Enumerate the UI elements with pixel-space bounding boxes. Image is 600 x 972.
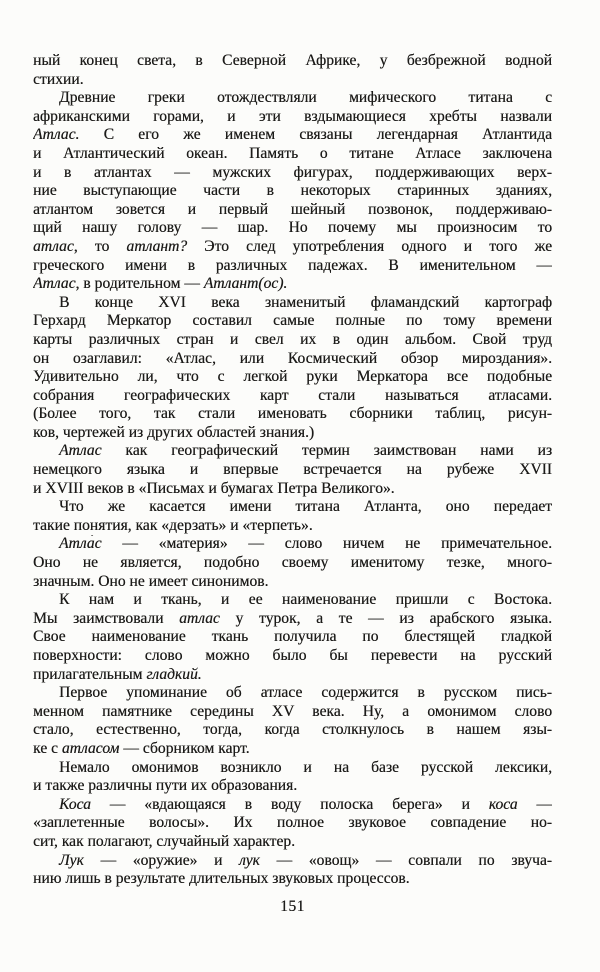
text-line bbox=[33, 257, 552, 276]
text-run: Свое наименование ткань получила по блестящей гладкой bbox=[33, 628, 552, 646]
page-text bbox=[33, 52, 552, 889]
italic-text-run: лук bbox=[239, 851, 260, 869]
text-run: значным. Оно не имеет синонимов. bbox=[33, 572, 269, 590]
paragraph bbox=[33, 852, 552, 889]
italic-text-run: Атлас. bbox=[33, 126, 80, 144]
text-line bbox=[33, 182, 552, 201]
text-run: «заплетенные волосы». Их полное звуковое совпадение но- bbox=[33, 814, 552, 832]
text-run: В конце XVI века знаменитый фламандский картограф bbox=[59, 293, 552, 311]
italic-text-run: Атлант(ос). bbox=[203, 275, 288, 293]
text-run: Удивительно ли, что с легкой руки Меркатора все подобные bbox=[33, 368, 552, 386]
text-line bbox=[33, 777, 552, 796]
text-run: он озаглавил: «Атлас, или Космический обзор мироздания». bbox=[33, 349, 552, 367]
italic-text-run: атлас bbox=[33, 237, 74, 255]
text-line bbox=[33, 833, 552, 852]
text-line bbox=[33, 442, 552, 461]
text-run: , то bbox=[73, 237, 127, 255]
text-line bbox=[33, 201, 552, 220]
text-run: прилагательным bbox=[33, 665, 147, 683]
italic-text-run: атлант? bbox=[126, 237, 188, 255]
text-run: ние выступающие части в некоторых старинных зданиях, bbox=[33, 182, 552, 200]
text-line bbox=[33, 814, 552, 833]
text-run: собрания географических карт стали называться атласами. bbox=[33, 386, 552, 404]
text-line bbox=[33, 219, 552, 238]
text-line bbox=[33, 498, 552, 517]
paragraph bbox=[33, 442, 552, 498]
text-line bbox=[33, 647, 552, 666]
paragraph bbox=[33, 294, 552, 443]
text-line bbox=[33, 666, 552, 685]
text-line bbox=[33, 870, 552, 889]
text-run: Мы заимствовали bbox=[33, 609, 180, 627]
text-line bbox=[33, 684, 552, 703]
text-line bbox=[33, 610, 552, 629]
italic-text-run: коса bbox=[488, 795, 518, 813]
text-run: карты различных стран и свел их в один альбом. Свой труд bbox=[33, 330, 552, 348]
text-run: стало, естественно, тогда, когда столкнулось в нашем язы- bbox=[33, 721, 552, 739]
italic-text-run: гладкий. bbox=[146, 665, 202, 683]
text-line bbox=[33, 52, 552, 71]
paragraph bbox=[33, 591, 552, 684]
text-run: (Более того, так стали именовать сборники таблиц, рисун- bbox=[33, 405, 552, 423]
text-run: поверхности: слово можно было бы перевести на русский bbox=[33, 647, 552, 664]
text-line bbox=[33, 238, 552, 257]
text-line bbox=[33, 294, 552, 313]
italic-text-run: атлас bbox=[179, 609, 220, 627]
text-line bbox=[33, 480, 552, 499]
paragraph bbox=[33, 52, 552, 89]
text-line bbox=[33, 387, 552, 406]
text-run: — «овощ» — совпали по звуча- bbox=[259, 851, 552, 869]
text-run: ке с bbox=[33, 739, 62, 757]
text-line bbox=[33, 424, 552, 443]
text-run: Оно не является, подобно своему именитому тезке, много- bbox=[33, 554, 552, 572]
paragraph bbox=[33, 535, 552, 591]
text-line bbox=[33, 164, 552, 183]
text-run: такие понятия, как «дерзать» и «терпеть». bbox=[33, 516, 313, 534]
italic-text-run: Лук bbox=[59, 851, 84, 869]
text-run: — сборником карт. bbox=[119, 739, 250, 757]
text-line bbox=[33, 275, 552, 294]
paragraph bbox=[33, 89, 552, 294]
text-line bbox=[33, 740, 552, 759]
text-line bbox=[33, 312, 552, 331]
text-run: Немало омонимов возникло и на базе русской лексики, bbox=[59, 758, 552, 776]
paragraph bbox=[33, 498, 552, 535]
text-run: и Атлантический океан. Память о титане Атласе заключена bbox=[33, 144, 552, 162]
text-run: менном памятнике середины XV века. Ну, а омонимом слово bbox=[33, 702, 552, 720]
text-line bbox=[33, 721, 552, 740]
text-line bbox=[33, 703, 552, 722]
text-run: — «материя» — слово ничем не примечательное. bbox=[101, 535, 552, 553]
text-run: Древние греки отождествляли мифического титана с bbox=[59, 89, 552, 107]
text-line bbox=[33, 405, 552, 424]
text-run: , в родительном — bbox=[75, 275, 204, 293]
text-line bbox=[33, 89, 552, 108]
text-run: С его же именем связаны легендарная Атлантида bbox=[79, 126, 552, 144]
text-run: как географический термин заимствован нами из bbox=[101, 442, 552, 460]
text-run: у турок, а те — из арабского языка. bbox=[219, 609, 552, 627]
text-run: стихии. bbox=[33, 70, 84, 88]
paragraph bbox=[33, 759, 552, 796]
italic-text-run: атласом bbox=[61, 739, 120, 757]
italic-text-run: Коса bbox=[59, 795, 91, 813]
text-run: щий нашу голову — шар. Но почему мы произносим то bbox=[33, 219, 552, 237]
text-line bbox=[33, 71, 552, 90]
text-run: ный конец света, в Северной Африке, у безбрежной водной bbox=[33, 52, 552, 69]
text-line bbox=[33, 350, 552, 369]
italic-text-run: Атла́с bbox=[59, 535, 102, 553]
text-run: Герхард Меркатор составил самые полные по тому времени bbox=[33, 312, 552, 330]
text-run: ков, чертежей из других областей знания.) bbox=[33, 423, 315, 441]
paragraph bbox=[33, 684, 552, 758]
text-run: Что же касается имени титана Атланта, оно передает bbox=[59, 498, 552, 516]
italic-text-run: Атлас bbox=[33, 275, 76, 293]
text-run: сит, как полагают, случайный характер. bbox=[33, 832, 295, 850]
text-run: Это след употребления одного и того же bbox=[187, 237, 552, 255]
text-line bbox=[33, 554, 552, 573]
text-run: немецкого языка и впервые встречается на рубеже XVII bbox=[33, 461, 552, 479]
text-run: нию лишь в результате длительных звуковых процессов. bbox=[33, 870, 410, 888]
text-run: и также различны пути их образования. bbox=[33, 777, 298, 795]
text-run: греческого имени в различных падежах. В именительном — bbox=[33, 256, 552, 274]
text-run: К нам и ткань, и ее наименование пришли с Востока. bbox=[59, 591, 552, 609]
text-line bbox=[33, 331, 552, 350]
text-line bbox=[33, 759, 552, 778]
text-line bbox=[33, 461, 552, 480]
text-run: атлантом зовется и первый шейный позвонок, поддерживаю- bbox=[33, 200, 552, 218]
text-line bbox=[33, 628, 552, 647]
text-line bbox=[33, 796, 552, 815]
text-run: и XVIII веков в «Письмах и бумагах Петра Великого». bbox=[33, 479, 395, 497]
paragraph bbox=[33, 796, 552, 852]
text-run: Первое упоминание об атласе содержится в русском пись- bbox=[59, 684, 552, 702]
text-line bbox=[33, 573, 552, 592]
text-run: — bbox=[517, 795, 552, 813]
page-number: 151 bbox=[280, 898, 305, 915]
text-run: — «вдающаяся в воду полоска берега» и bbox=[90, 795, 489, 813]
text-line bbox=[33, 145, 552, 164]
text-line bbox=[33, 517, 552, 536]
text-line bbox=[33, 108, 552, 127]
text-line bbox=[33, 126, 552, 145]
text-run: африканскими горами, и эти вздымающиеся хребты назвали bbox=[33, 107, 552, 125]
text-line bbox=[33, 591, 552, 610]
text-line bbox=[33, 368, 552, 387]
italic-text-run: Атлас bbox=[59, 442, 102, 460]
text-run: — «оружие» и bbox=[83, 851, 240, 869]
text-run: и в атлантах — мужских фигурах, поддерживающих верх- bbox=[33, 163, 552, 181]
text-line bbox=[33, 535, 552, 554]
text-line bbox=[33, 852, 552, 871]
